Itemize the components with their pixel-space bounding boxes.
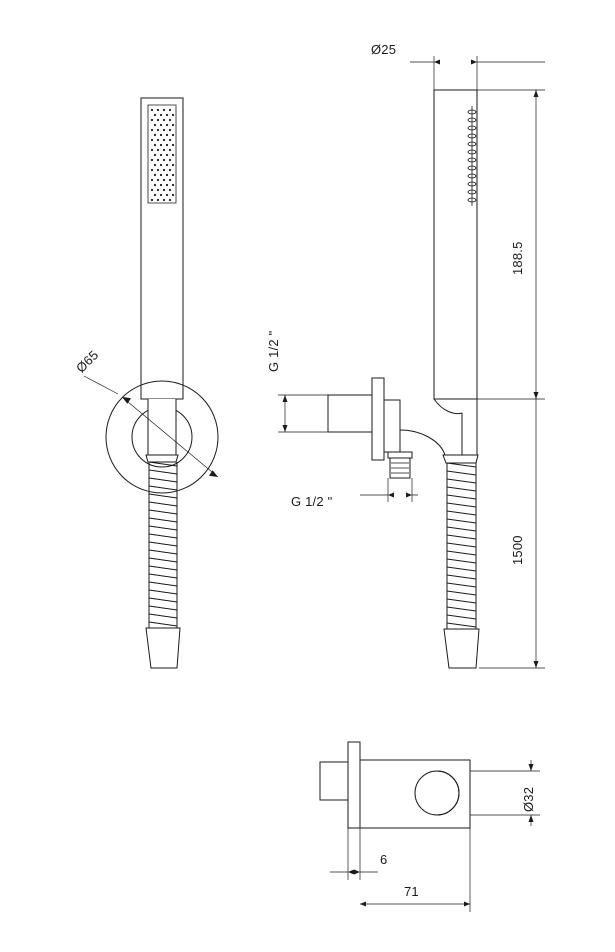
dimension-label-d65: Ø65 (73, 347, 102, 376)
dimension-label-188-5: 188.5 (510, 241, 525, 275)
wall-outlet-detail-view (320, 742, 470, 828)
dimension-label-g-half-vertical: G 1/2 " (266, 330, 281, 372)
dimension-label-71: 71 (404, 884, 419, 899)
hand-shower-left-view (106, 98, 218, 668)
dimension-label-1500: 1500 (510, 535, 525, 565)
dimension-label-g-half-horizontal: G 1/2 " (291, 494, 333, 509)
hand-shower-right-view (328, 90, 479, 668)
dimension-label-d25: Ø25 (371, 42, 397, 57)
dimension-label-d32: Ø32 (521, 786, 536, 812)
dimension-label-6: 6 (380, 852, 388, 867)
